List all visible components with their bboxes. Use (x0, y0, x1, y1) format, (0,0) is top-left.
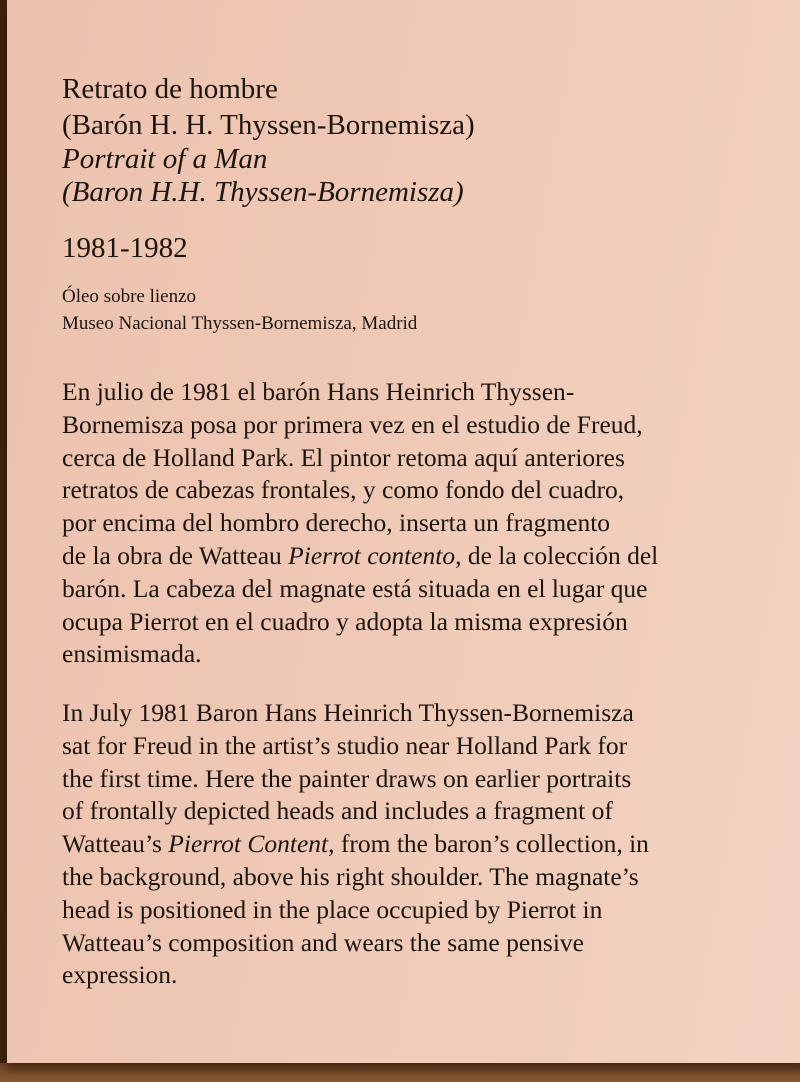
artwork-title-reference: Pierrot contento (288, 541, 456, 570)
text-segment: the background, above his right shoulder. The magnate’s (62, 862, 639, 891)
text-segment: retratos de cabezas frontales, y como fondo del cuadro, (62, 475, 625, 505)
text-segment: de la obra de Watteau (62, 541, 289, 570)
text-line (62, 443, 625, 473)
title-english-line-2: (Baron H.H. Thyssen-Bornemisza) (62, 176, 464, 208)
artwork-title-reference: Pierrot Content (168, 829, 329, 859)
text-segment: ocupa Pierrot en el cuadro y adopta la misma expresión (62, 606, 628, 636)
text-line (62, 960, 177, 990)
text-line (62, 829, 649, 859)
text-segment: ensimismada. (62, 639, 202, 669)
artwork-collection: Museo Nacional Thyssen-Bornemisza, Madrid (62, 313, 418, 334)
text-line (62, 475, 624, 505)
title-spanish-line-1: Retrato de hombre (62, 73, 278, 105)
text-segment: Watteau’s (62, 829, 169, 859)
text-segment: , de la colección del (455, 541, 659, 570)
artwork-medium: Óleo sobre lienzo (62, 286, 197, 307)
text-line (62, 731, 627, 761)
text-line (62, 862, 639, 892)
text-segment: Watteau’s composition and wears the same pensive (62, 927, 584, 957)
text-line (62, 796, 613, 826)
text-segment: cerca de Holland Park. El pintor retoma aquí anteriores (62, 442, 625, 472)
text-segment: of frontally depicted heads and includes a fragment of (62, 796, 613, 826)
text-line (62, 574, 648, 604)
text-line (62, 410, 643, 440)
wall-shadow (0, 1063, 800, 1082)
text-segment: the first time. Here the painter draws on earlier portraits (62, 763, 632, 793)
text-line (62, 508, 610, 538)
text-line (62, 928, 584, 958)
text-line (62, 377, 574, 407)
wall-edge (0, 0, 7, 1082)
text-line (62, 541, 658, 571)
text-segment: head is positioned in the place occupied by Pierrot in (62, 894, 603, 924)
text-segment: barón. La cabeza del magnate está situada en el lugar que (62, 573, 648, 603)
text-segment: Bornemisza posa por primera vez en el estudio de Freud, (62, 409, 643, 439)
text-segment: , from the baron’s collection, in (328, 829, 649, 859)
text-line (62, 698, 634, 728)
text-segment: In July 1981 Baron Hans Heinrich Thyssen-Bornemisza (62, 698, 634, 727)
text-segment: por encima del hombro derecho, inserta un fragmento (62, 508, 611, 538)
text-line (62, 895, 602, 925)
text-segment: En julio de 1981 el barón Hans Heinrich Thyssen- (62, 377, 575, 406)
artwork-date: 1981-1982 (62, 232, 188, 264)
text-segment: sat for Freud in the artist’s studio near Holland Park for (62, 730, 628, 760)
text-line (62, 607, 628, 637)
text-line (62, 764, 631, 794)
text-segment: expression. (62, 960, 178, 990)
title-spanish-line-2: (Barón H. H. Thyssen-Bornemisza) (62, 109, 475, 141)
title-english-line-1: Portrait of a Man (62, 143, 268, 175)
text-line (62, 639, 202, 669)
